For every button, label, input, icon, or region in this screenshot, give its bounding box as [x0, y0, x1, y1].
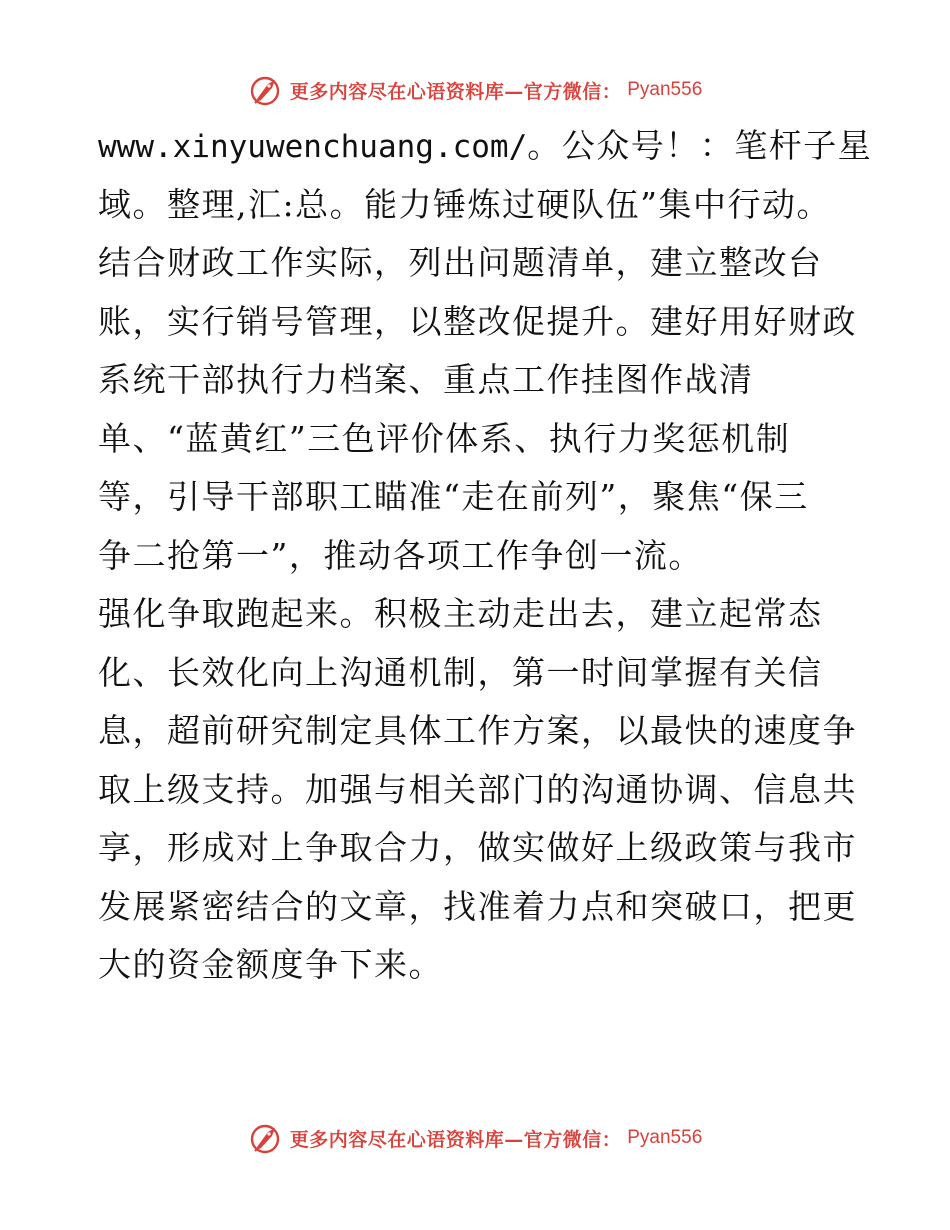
- paragraph-2: [98, 592, 857, 986]
- paragraph-1-line-1: [98, 124, 873, 167]
- header-banner-content: [248, 72, 703, 108]
- paragraph-2-line-4: 取上级支持。加强与相关部门的沟通协调、信息共: [98, 769, 857, 809]
- paragraph-2-line-3: 息，超前研究制定具体工作方案，以最快的速度争: [98, 711, 857, 750]
- paragraph-1-line-3: 结合财政工作实际，列出问题清单，建立整改台: [98, 243, 823, 282]
- paragraph-1-line-6: 单、“蓝黄红”三色评价体系、执行力奖惩机制: [98, 418, 791, 458]
- header-banner-wechat-id: Pyan556: [627, 79, 703, 100]
- paragraph-1-line-4: 账，实行销号管理，以整改促提升。建好用好财政: [98, 301, 857, 341]
- footer-banner-content: [248, 1120, 703, 1156]
- paragraph-1-line-2: 域。整理,汇:总。能力锤炼过硬队伍”集中行动。: [98, 184, 831, 224]
- paragraph-1: [98, 124, 873, 577]
- paragraph-2-line-2: 化、长效化向上沟通机制，第一时间掌握有关信: [98, 652, 823, 692]
- pen-nib-logo-icon: [248, 72, 284, 108]
- paragraph-1-line-7: 等，引导干部职工瞄准“走在前列”，聚焦“保三: [98, 477, 809, 516]
- footer-banner-wechat-id: Pyan556: [627, 1127, 703, 1148]
- paragraph-1-line-5: 系统干部执行力档案、重点工作挂图作战清: [98, 360, 754, 399]
- paragraph-2-line-5: 享，形成对上争取合力，做实做好上级政策与我市: [98, 828, 857, 867]
- paragraph-1-line-1-text: 。公众号！：笔杆子星: [527, 126, 873, 165]
- header-banner: [0, 70, 950, 110]
- website-url: www.xinyuwenchuang.com/: [98, 129, 528, 165]
- paragraph-1-line-8: 争二抢第一”，推动各项工作争创一流。: [98, 535, 703, 575]
- paragraph-2-line-6: 发展紧密结合的文章，找准着力点和突破口，把更: [98, 886, 857, 926]
- document-body: [98, 124, 873, 1002]
- pen-nib-logo-icon: [248, 1120, 284, 1156]
- paragraph-2-line-7: 大的资金额度争下来。: [98, 945, 443, 984]
- footer-banner-text: 更多内容尽在心语资料库—官方微信：: [289, 1128, 622, 1151]
- paragraph-2-line-1: 强化争取跑起来。积极主动走出去，建立起常态: [98, 594, 823, 633]
- footer-banner: [0, 1118, 950, 1158]
- header-banner-text: 更多内容尽在心语资料库—官方微信：: [289, 80, 622, 103]
